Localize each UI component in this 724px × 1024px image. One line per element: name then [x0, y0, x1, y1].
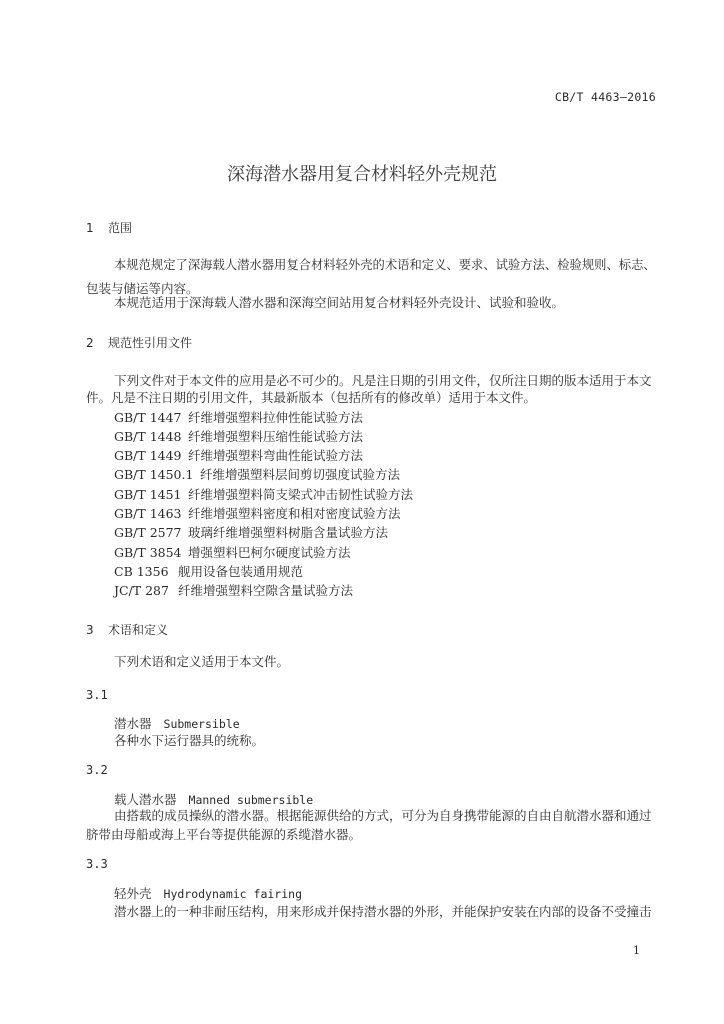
reference-code: GB/T 1449 — [114, 448, 182, 463]
paragraph: 下列文件对于本文件的应用是必不可少的。凡是注日期的引用文件，仅所注日期的版本适用于本文 — [114, 373, 652, 388]
reference-code: GB/T 1463 — [114, 506, 182, 521]
reference-code: GB/T 2577 — [114, 525, 182, 540]
term-definition-continuation: 脐带由母船或海上平台等提供能源的系缆潜水器。 — [86, 827, 362, 842]
reference-title: 纤维增强塑料密度和相对密度试验方法 — [187, 506, 401, 521]
paragraph: 本规范适用于深海载人潜水器和深海空间站用复合材料轻外壳设计、试验和验收。 — [114, 295, 565, 310]
term-definition: 由搭载的成员操纵的潜水器。根据能源供给的方式，可分为自身携带能源的自由自航潜水器和通过 — [114, 808, 652, 823]
paragraph: 本规范规定了深海载人潜水器用复合材料轻外壳的术语和定义、要求、试验方法、检验规则、标志、 — [114, 258, 656, 272]
section-title: 范围 — [108, 221, 133, 235]
term-english: Hydrodynamic fairing — [163, 887, 302, 901]
section-2-heading — [86, 334, 192, 351]
paragraph: 下列术语和定义适用于本文件。 — [114, 654, 290, 669]
reference-title: 纤维增强塑料拉伸性能试验方法 — [187, 410, 363, 425]
reference-item — [114, 504, 401, 522]
reference-item — [114, 543, 351, 561]
reference-code: GB/T 1447 — [114, 410, 182, 425]
reference-title: 玻璃纤维增强塑料树脂含量试验方法 — [187, 525, 388, 540]
subclause-number: 3.3 — [86, 857, 108, 871]
subclause-number: 3.2 — [86, 763, 108, 777]
reference-item — [114, 465, 400, 483]
reference-code: GB/T 3854 — [114, 545, 182, 560]
reference-item — [114, 581, 353, 599]
section-1-heading — [86, 219, 132, 236]
term-definition: 各种水下运行器具的统称。 — [114, 733, 265, 748]
term-english: Submersible — [163, 717, 240, 731]
paragraph-continuation: 包装与储运等内容。 — [86, 281, 199, 296]
reference-code: CB 1356 — [114, 564, 169, 579]
section-number: 1 — [86, 221, 94, 235]
reference-title: 纤维增强塑料层间剪切强度试验方法 — [199, 467, 400, 482]
reference-code: GB/T 1450.1 — [114, 467, 194, 482]
reference-title: 舰用设备包装通用规范 — [177, 564, 303, 579]
reference-item — [114, 427, 363, 445]
reference-title: 纤维增强塑料压缩性能试验方法 — [187, 429, 363, 444]
section-3-heading — [86, 621, 168, 638]
term-chinese: 轻外壳 — [114, 886, 152, 901]
subclause-number: 3.1 — [86, 688, 108, 702]
reference-item — [114, 523, 388, 541]
section-title: 术语和定义 — [108, 623, 169, 637]
term-chinese: 潜水器 — [114, 716, 152, 731]
document-title: 深海潜水器用复合材料轻外壳规范 — [227, 164, 497, 185]
reference-item — [114, 562, 303, 580]
reference-item — [114, 485, 413, 503]
reference-title: 纤维增强塑料空隙含量试验方法 — [177, 583, 353, 598]
section-title: 规范性引用文件 — [108, 336, 193, 350]
section-number: 2 — [86, 336, 94, 350]
standard-code: CB/T 4463—2016 — [554, 90, 656, 104]
page-number: 1 — [633, 944, 640, 957]
term-english: Manned submersible — [188, 793, 314, 807]
reference-code: JC/T 287 — [114, 583, 169, 598]
term-chinese: 载人潜水器 — [114, 792, 177, 807]
reference-title: 纤维增强塑料弯曲性能试验方法 — [187, 448, 363, 463]
reference-title: 纤维增强塑料简支梁式冲击韧性试验方法 — [187, 487, 413, 502]
paragraph-continuation: 件。凡是不注日期的引用文件，其最新版本（包括所有的修改单）适用于本文件。 — [86, 390, 537, 405]
reference-code: GB/T 1448 — [114, 429, 182, 444]
reference-code: GB/T 1451 — [114, 487, 182, 502]
term-definition: 潜水器上的一种非耐压结构，用来形成并保持潜水器的外形，并能保护安装在内部的设备不受撞击 — [114, 904, 652, 919]
reference-item — [114, 408, 363, 426]
section-number: 3 — [86, 623, 94, 637]
reference-title: 增强塑料巴柯尔硬度试验方法 — [187, 545, 351, 560]
reference-item — [114, 446, 363, 464]
